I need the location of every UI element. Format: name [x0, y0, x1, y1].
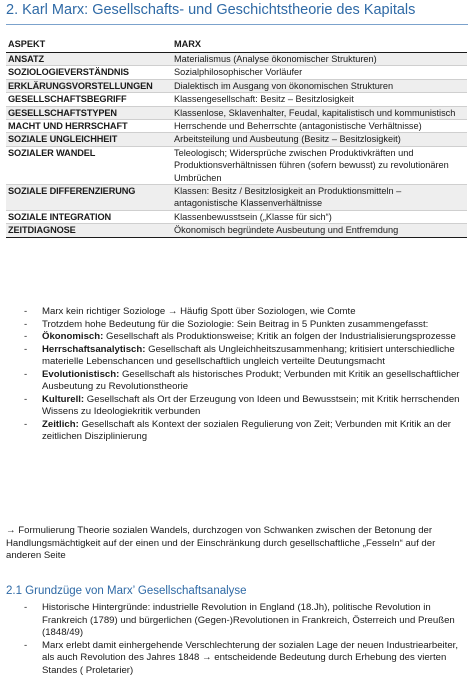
marx-cell: Klassen: Besitz / Besitzlosigkeit an Produktionsmitteln – antagonistische Klassenverhältnisse: [172, 185, 467, 211]
list-item: - Kulturell: Gesellschaft als Ort der Erzeugung von Ideen und Bewusstsein; mit Kritik herrschenden Wissens zu Ideologiekritik verbunden: [24, 393, 460, 417]
marx-cell: Dialektisch im Ausgang von ökonomischen Strukturen: [172, 79, 467, 92]
table-row: [6, 53, 467, 66]
aspect-cell: SOZIALE INTEGRATION: [6, 210, 172, 223]
list-item: - Ökonomisch: Gesellschaft als Produktionsweise; Kritik an folgen der Industrialisierungsprozesse: [24, 331, 456, 342]
aspect-cell: GESELLSCHAFTSBEGRIFF: [6, 93, 172, 106]
marx-cell: Materialismus (Analyse ökonomischer Strukturen): [172, 53, 467, 66]
aspect-cell: GESELLSCHAFTSTYPEN: [6, 106, 172, 119]
marx-cell: Sozialphilosophischer Vorläufer: [172, 66, 467, 79]
marx-cell: Ökonomisch begründete Ausbeutung und Entfremdung: [172, 224, 467, 237]
marx-cell: Klassenbewusstsein („Klasse für sich“): [172, 210, 467, 223]
list-item: - Evolutionistisch: Gesellschaft als historisches Produkt; Verbunden mit Kritik an gesellschaftlicher Ausbeutung zu Revolutionstheorie: [24, 368, 460, 392]
aspect-cell: SOZIALE DIFFERENZIERUNG: [6, 185, 172, 211]
list-item: - Trotzdem hohe Bedeutung für die Soziologie: Sein Beitrag in 5 Punkten zusammengefasst:: [24, 318, 429, 330]
aspect-cell: ERKLÄRUNGSVORSTELLUNGEN: [6, 79, 172, 92]
aspect-cell: SOZIALE UNGLEICHHEIT: [6, 133, 172, 146]
marx-cell: Klassenlose, Sklavenhalter, Feudal, kapitalistisch und kommunistisch: [172, 106, 467, 119]
table-row: [6, 133, 467, 146]
background-list: [20, 602, 465, 677]
contribution-list: [20, 306, 465, 444]
heading-rule: [6, 24, 468, 25]
aspect-cell: ANSATZ: [6, 53, 172, 66]
conclusion-paragraph: → Formulierung Theorie sozialen Wandels, durchzogen von Schwanken zwischen der Betonung der Handlungsmächtigkeit auf der einen und der Einschränkung durch gesellschaftliche „Fesseln“ auf der anderen Seite: [6, 525, 436, 562]
comparison-table: [6, 38, 467, 238]
marx-cell: Teleologisch; Widersprüche zwischen Produktivkräften und Produktionsverhältnissen führen (sofern bewusst) zu revolutionären Umbrüchen: [172, 146, 467, 184]
table-row: [6, 120, 467, 133]
aspect-cell: MACHT UND HERRSCHAFT: [6, 120, 172, 133]
table-row: [6, 146, 467, 184]
marx-cell: Arbeitsteilung und Ausbeutung (Besitz – Besitzlosigkeit): [172, 133, 467, 146]
table-row: [6, 93, 467, 106]
list-item: - Marx erlebt damit einhergehende Verschlechterung der sozialen Lage der neuen Industriearbeiter, als auch Revolution des Jahres 1848 → entscheidende Bedeutung durch Erhebung des vierten Standes ( Proletarier): [24, 639, 458, 676]
column-header-marx: MARX: [172, 38, 467, 53]
aspect-cell: SOZIOLOGIEVERSTÄNDNIS: [6, 66, 172, 79]
list-item: - Marx kein richtiger Soziologe → Häufig Spott über Soziologen, wie Comte: [24, 306, 356, 317]
list-item: - Herrschaftsanalytisch: Gesellschaft als Ungleichheitszusammenhang; kritisiert unterschiedliche materielle Lebenschancen und gesellschaftlich ungleich verteilte Deutungsmacht: [24, 343, 455, 367]
table-row: [6, 210, 467, 223]
subsection-heading: 2.1 Grundzüge von Marx’ Gesellschaftsanalyse: [6, 585, 247, 597]
table-row: [6, 66, 467, 79]
aspect-cell: SOZIALER WANDEL: [6, 146, 172, 184]
aspect-cell: ZEITDIAGNOSE: [6, 224, 172, 237]
list-item: - Zeitlich: Gesellschaft als Kontext der sozialen Regulierung von Zeit; Verbunden mit Kritik an der zeitlichen Disziplinierung: [24, 418, 452, 442]
table-row: [6, 106, 467, 119]
marx-cell: Herrschende und Beherrschte (antagonistische Verhältnisse): [172, 120, 467, 133]
column-header-aspect: ASPEKT: [6, 38, 172, 53]
marx-cell: Klassengesellschaft: Besitz – Besitzlosigkeit: [172, 93, 467, 106]
table-row: [6, 224, 467, 237]
section-heading: 2. Karl Marx: Gesellschafts- und Geschichtstheorie des Kapitals: [6, 2, 416, 18]
table-row: [6, 79, 467, 92]
table-row: [6, 185, 467, 211]
list-item: - Historische Hintergründe: industrielle Revolution in England (18.Jh), politische Revolution in Frankreich (1789) und bürgerlichen (Gegen-)Revolutionen in Frankreich, Österreich und Preußen (1848/49): [24, 602, 455, 638]
